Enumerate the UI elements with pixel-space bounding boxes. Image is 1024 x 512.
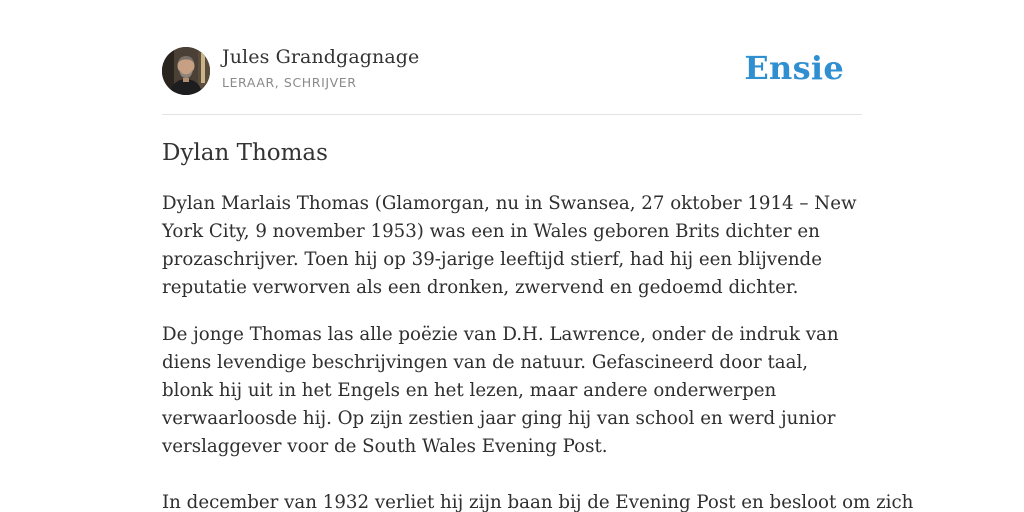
article-paragraph: In december van 1932 verliet hij zijn baan bij de Evening Post en besloot om zich <box>162 492 914 512</box>
article <box>162 136 914 512</box>
author-role: LERAAR, SCHRIJVER <box>222 75 357 90</box>
article-paragraph: Dylan Marlais Thomas (Glamorgan, nu in Swansea, 27 oktober 1914 – New York City, 9 november 1953) was een in Wales geboren Brits dichter en prozaschrijver. Toen hij op 39-jarige leeftijd stierf, had hij een blijvende reputatie verworven als een dronken, zwervend en gedoemd dichter. <box>162 193 857 298</box>
author-name[interactable]: Jules Grandgagnage <box>222 46 420 68</box>
author-avatar[interactable] <box>162 47 210 95</box>
article-paragraph: De jonge Thomas las alle poëzie van D.H. Lawrence, onder de indruk van diens levendige beschrijvingen van de natuur. Gefascineerd door taal, blonk hij uit in het Engels en het lezen, maar andere onderwerpen verwaarloosde hij. Op zijn zestien jaar ging hij van school en werd junior verslaggever voor de South Wales Evening Post. <box>162 324 839 457</box>
article-title: Dylan Thomas <box>162 140 328 166</box>
author-header <box>162 44 862 115</box>
author-portrait-icon <box>162 47 210 95</box>
brand-logo-link[interactable]: Ensie <box>744 49 844 87</box>
